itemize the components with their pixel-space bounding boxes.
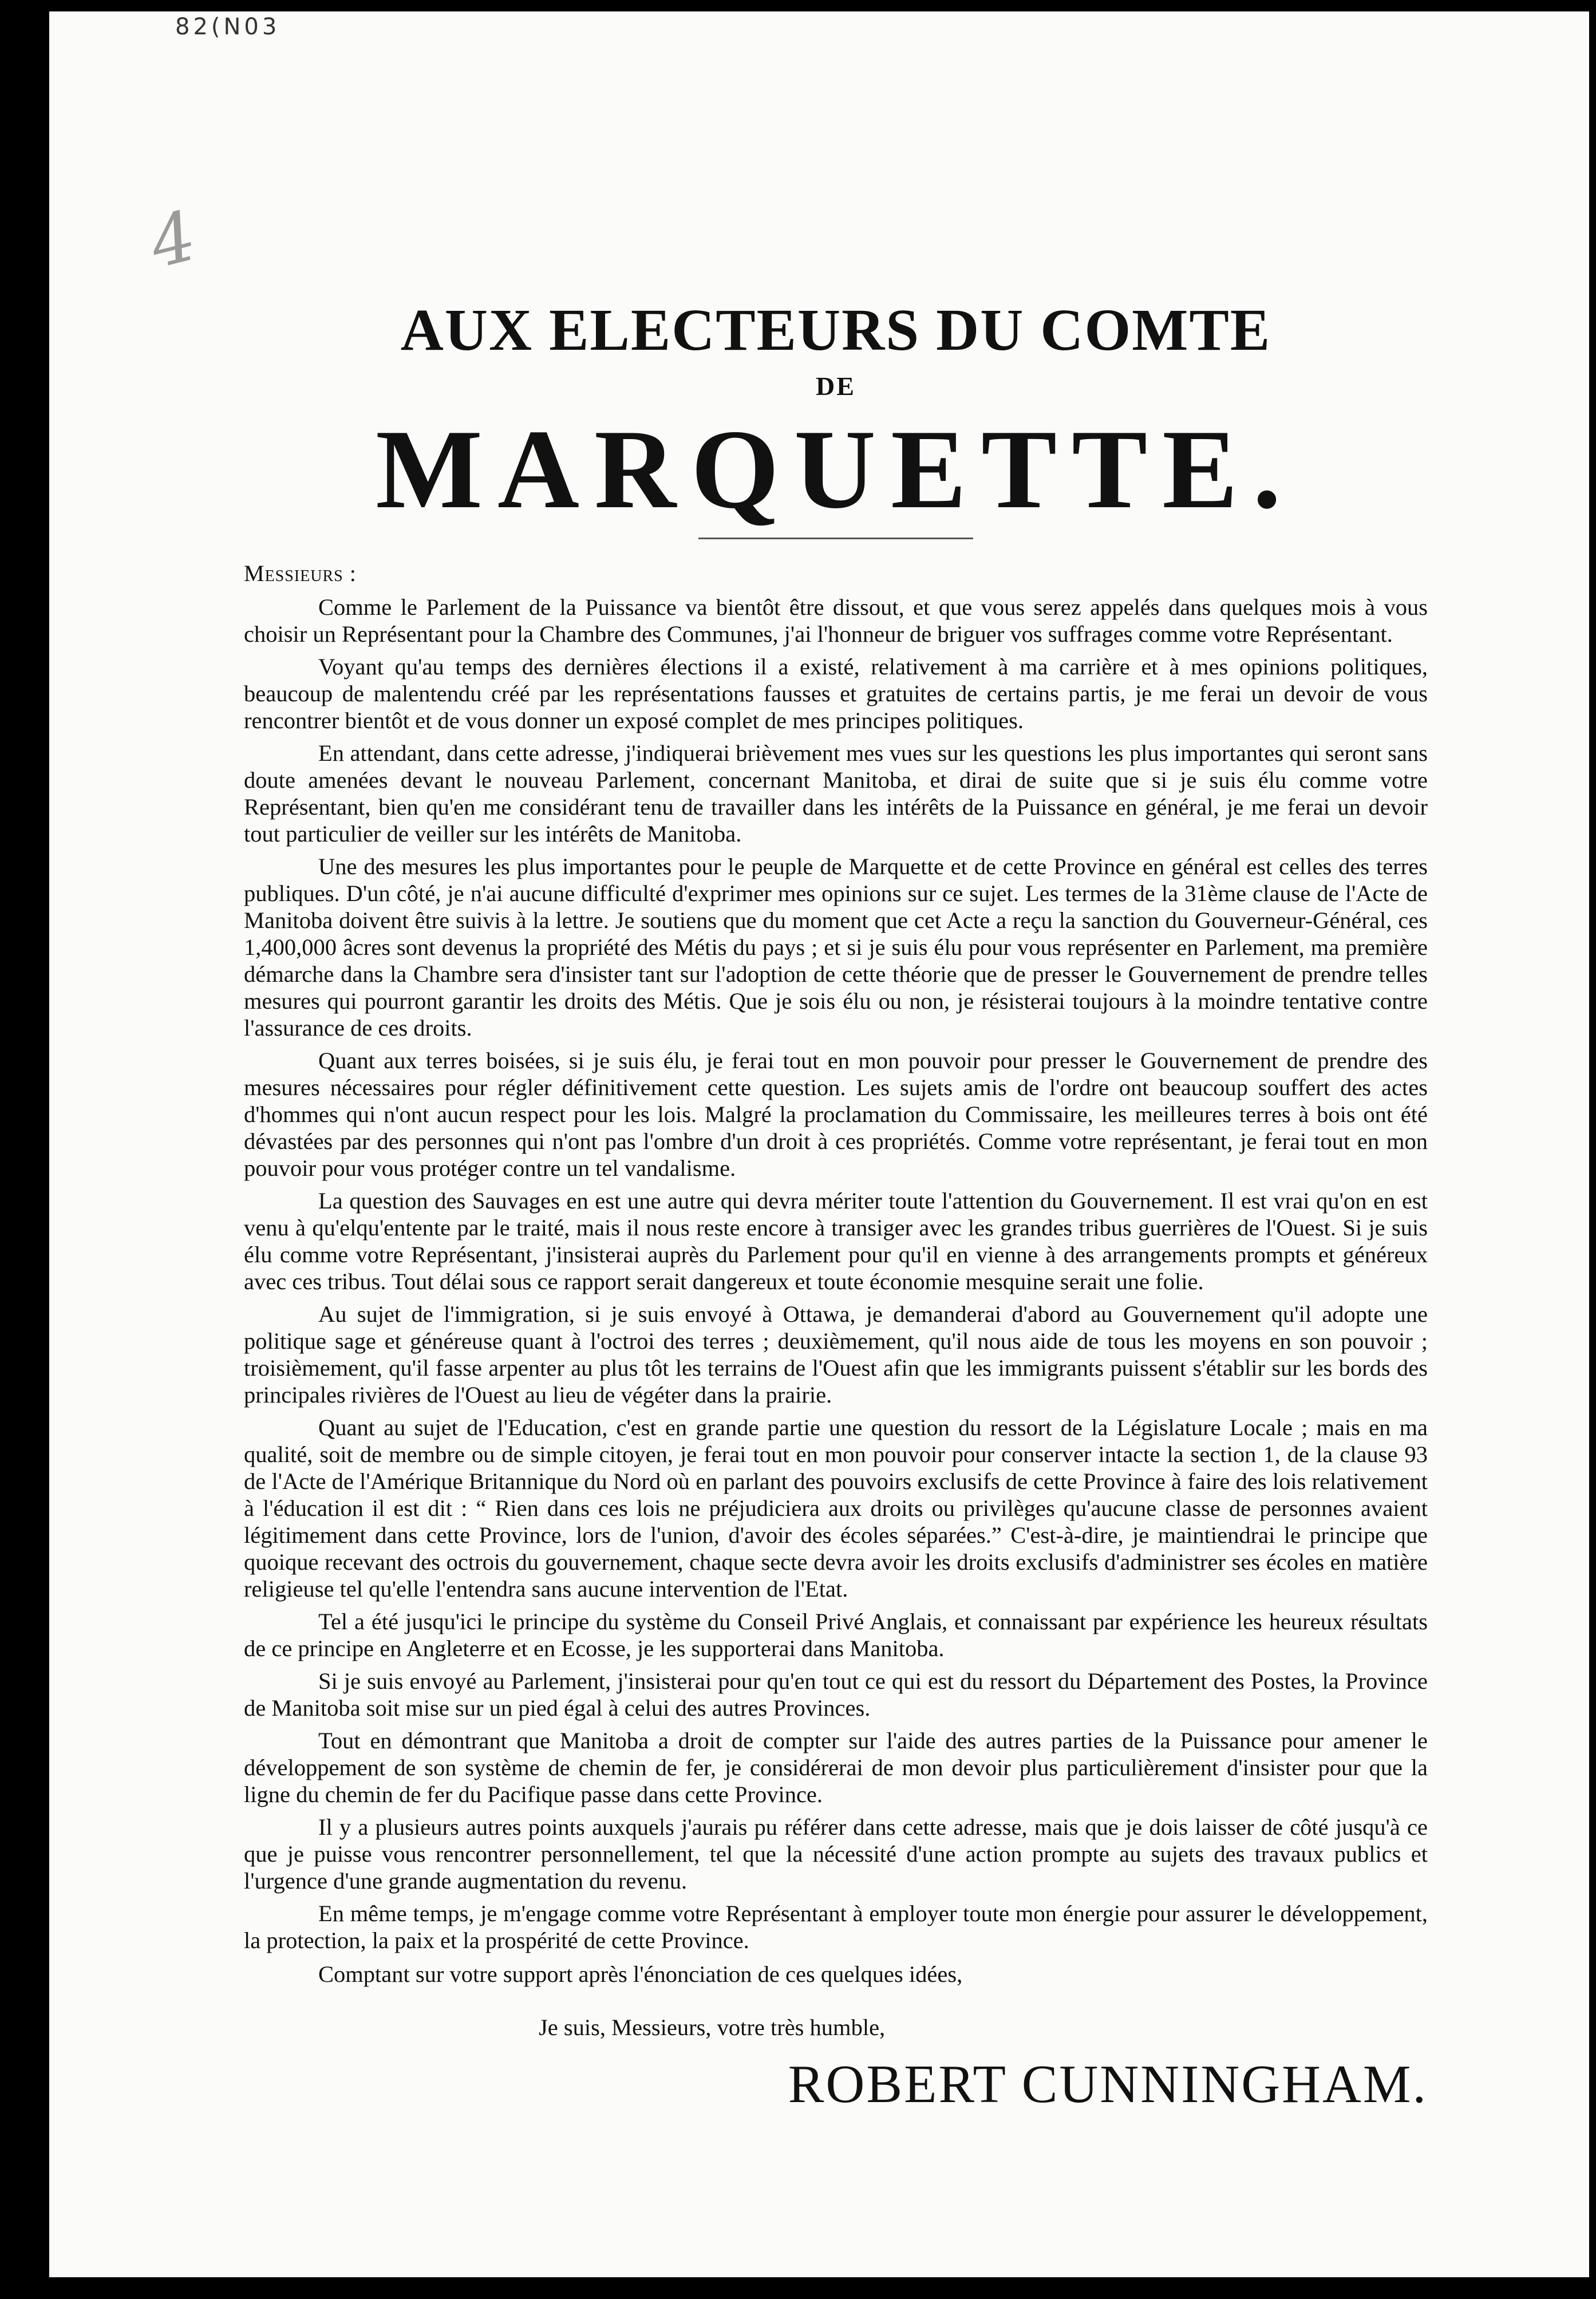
paragraph: Comme le Parlement de la Puissance va bientôt être dissout, et que vous serez appelés dans quelques mois à vous choisir un Représentant pour la Chambre des Communes, j'ai l'honneur de briguer vos suffrages comme votre Représentant. — [244, 594, 1428, 647]
title-line1: AUX ELECTEURS DU COMTE — [400, 297, 1271, 363]
paragraph: Une des mesures les plus importantes pour le peuple de Marquette et de cette Province en général est celles des terres publiques. D'un côté, je n'ai aucune difficulté d'exprimer mes opinions sur ce sujet. Les termes de la 31ème clause de l'Acte de Manitoba doivent être suivis à la lettre. Je soutiens que du moment que cet Acte a reçu la sanction du Gouverneur-Général, ces 1,400,000 âcres sont devenus la propriété des Métis du pays ; et si je suis élu pour vous représenter en Parlement, ma première démarche dans la Chambre sera d'insister tant sur l'adoption de cette théorie que de presser le Gouvernement de prendre telles mesures qui pourront garantir les droits des Métis. Que je sois élu ou non, je résisterai toujours à la moindre tentative contre l'assurance de ces droits. — [244, 854, 1428, 1041]
paragraph: En même temps, je m'engage comme votre Représentant à employer toute mon énergie pour assurer le développement, la protection, la paix et la prospérité de cette Province. — [244, 1901, 1428, 1954]
paragraph: Quant aux terres boisées, si je suis élu, je ferai tout en mon pouvoir pour presser le Gouvernement de prendre des mesures nécessaires pour régler définitivement cette question. Les sujets amis de l'ordre ont beaucoup souffert des actes d'hommes qui n'ont aucun respect pour les lois. Malgré la proclamation du Commissaire, les meilleures terres à bois ont été dévastées par des personnes qui n'ont pas l'ombre d'un droit à ces propriétés. Comme votre représentant, je ferai tout en mon pouvoir pour vous protéger contre un tel vandalisme. — [244, 1048, 1428, 1182]
paragraph: Tel a été jusqu'ici le principe du système du Conseil Privé Anglais, et connaissant par expérience les heureux résultats de ce principe en Angleterre et en Ecosse, je les supporterai dans Manitoba. — [244, 1609, 1428, 1662]
paragraph: La question des Sauvages en est une autre qui devra mériter toute l'attention du Gouvernement. Il est vrai qu'on en est venu à qu'elqu'entente par le traité, mais il nous reste encore à transiger avec les grandes tribus guerrières de l'Ouest. Si je suis élu comme votre Représentant, j'insisterai auprès du Parlement pour qu'il en vienne à des arrangements prompts et généreux avec ces tribus. Tout délai sous ce rapport serait dangereux et toute économie mesquine serait une folie. — [244, 1188, 1428, 1295]
paragraph: Tout en démontrant que Manitoba a droit de compter sur l'aide des autres parties de la Puissance pour amener le développement de son système de chemin de fer, je considérerai de mon devoir plus particulièrement d'insister pour que la ligne du chemin de fer du Pacifique passe dans cette Province. — [244, 1728, 1428, 1808]
margin-note: 4 — [142, 196, 204, 285]
paragraph: En attendant, dans cette adresse, j'indiquerai brièvement mes vues sur les questions les plus importantes qui seront sans doute amenées devant le nouveau Parlement, concernant Manitoba, et dirai de suite que si je suis élu comme votre Représentant, bien qu'en me considérant tenu de travailler dans les intérêts de la Puissance en général, je me ferai un devoir tout particulier de veiller sur les intérêts de Manitoba. — [244, 740, 1428, 847]
sign-off: Je suis, Messieurs, votre très humble, — [539, 2014, 886, 2041]
archive-scrawl: 82(N03 — [175, 14, 281, 40]
paragraph: Voyant qu'au temps des dernières élections il a existé, relativement à ma carrière et à mes opinions politiques, beaucoup de malentendu créé par les représentations fausses et gratuites de certains partis, je me ferai un devoir de vous rencontrer bientôt et de vous donner un exposé complet de mes principes politiques. — [244, 654, 1428, 734]
paragraph: Quant au sujet de l'Education, c'est en grande partie une question du ressort de la Législature Locale ; mais en ma qualité, soit de membre ou de simple citoyen, je ferai tout en mon pouvoir pour conserver intacte la section 1, de la clause 93 de l'Acte de l'Amérique Britannique du Nord où en parlant des pouvoirs exclusifs de cette Province à faire des lois relativement à l'éducation il est dit : “ Rien dans ces lois ne préjudiciera aux droits ou privilèges qu'aucune classe de personnes avaient légitimement dans cette Province, lors de l'union, d'avoir des écoles séparées.” C'est-à-dire, je maintiendrai le principe que quoique recevant des octrois du gouvernement, chaque secte devra avoir les droits exclusifs d'administrer ses écoles en matière religieuse tel qu'elle l'entendra sans aucune intervention de l'Etat. — [244, 1415, 1428, 1602]
salutation: Messieurs : — [244, 560, 357, 587]
paragraph: Si je suis envoyé au Parlement, j'insisterai pour qu'en tout ce qui est du ressort du Département des Postes, la Province de Manitoba soit mise sur un pied égal à celui des autres Provinces. — [244, 1668, 1428, 1721]
title-de: DE — [816, 372, 856, 401]
poster-sheet — [49, 11, 1589, 2277]
paragraph: Au sujet de l'immigration, si je suis envoyé à Ottawa, je demanderai d'abord au Gouvernement qu'il adopte une politique sage et généreuse quant à l'octroi des terres ; deuxièmement, qu'il nous aide de tous les moyens en son pouvoir ; troisièmement, qu'il fasse arpenter au plus tôt les terrains de l'Ouest afin que les immigrants puissent s'établir sur les bords des principales rivières de l'Ouest au lieu de végéter dans la prairie. — [244, 1301, 1428, 1408]
title-divider — [698, 538, 973, 539]
signature: ROBERT CUNNINGHAM. — [788, 2055, 1428, 2115]
paragraph: Il y a plusieurs autres points auxquels j'aurais pu référer dans cette adresse, mais que je dois laisser de côté jusqu'à ce que je puisse vous rencontrer personnellement, tel que la nécessité d'une action prompte au sujets des travaux publics et l'urgence d'une grande augmentation du revenu. — [244, 1814, 1428, 1894]
title-main: MARQUETTE. — [376, 406, 1296, 532]
document-body — [244, 298, 1428, 2115]
closing-line: Comptant sur votre support après l'énonciation de ces quelques idées, — [318, 1961, 963, 1988]
